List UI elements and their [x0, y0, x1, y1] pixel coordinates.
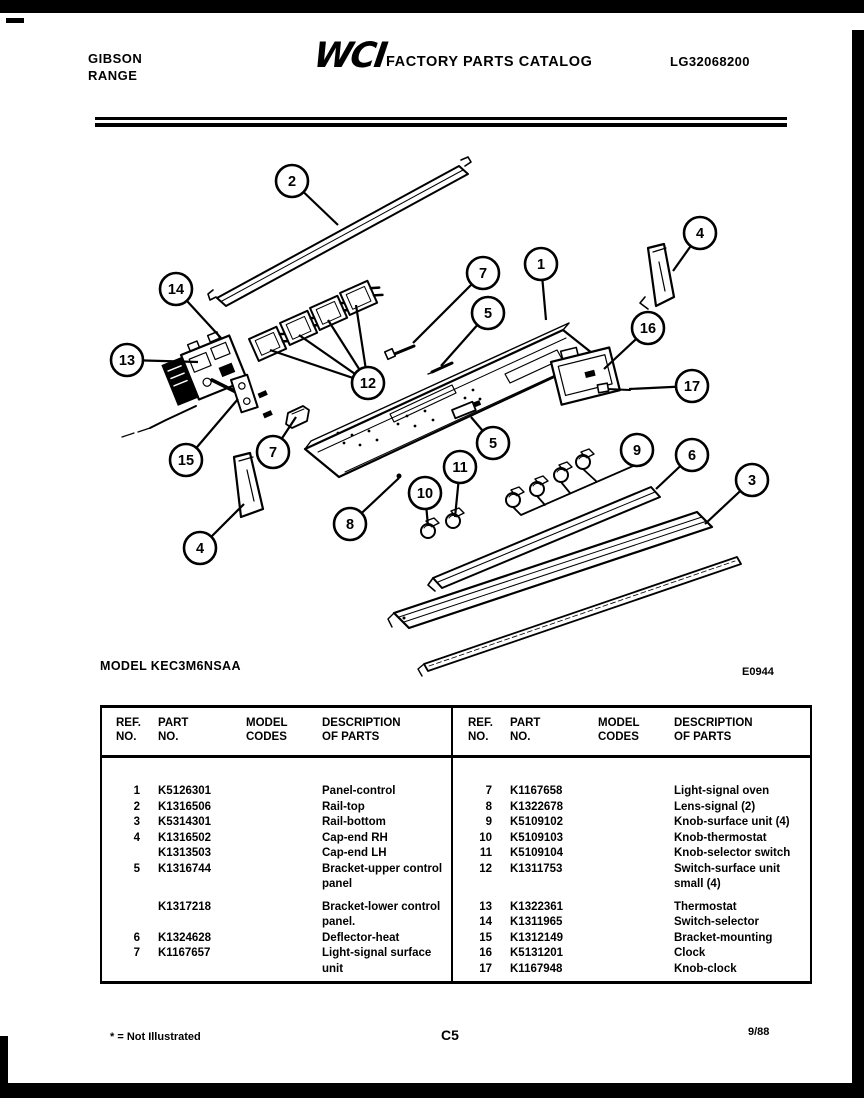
description-cell: Deflector-heat	[322, 931, 400, 944]
light-signal-screw-part	[385, 346, 414, 359]
bracket-rod-part	[428, 363, 452, 374]
table-row	[100, 862, 451, 893]
callout-5	[472, 297, 504, 329]
table-row	[100, 846, 451, 862]
description-cell: Light-signal surface unit	[322, 947, 432, 975]
table-row	[452, 784, 810, 800]
not-illustrated-note: * = Not Illustrated	[110, 1031, 201, 1043]
callout-number: 12	[359, 376, 377, 392]
ref-no-cell: 14	[479, 916, 492, 928]
description-cell: Light-signal oven	[674, 785, 770, 797]
table-header-rule	[100, 755, 812, 758]
table-row	[452, 900, 810, 916]
ref-no-cell: 2	[133, 800, 140, 813]
model-codes-cell	[250, 831, 322, 847]
description-cell: Knob-clock	[674, 962, 737, 975]
ref-no-cell: 7	[133, 947, 140, 959]
callout-9	[621, 434, 653, 466]
part-no-cell: K5109103	[510, 831, 564, 844]
callout-4	[684, 217, 716, 249]
model-codes-cell	[602, 862, 674, 893]
col-header-codes: MODEL CODES	[598, 717, 640, 743]
part-no-cell: K5126301	[158, 785, 212, 797]
ref-no-cell: 3	[133, 816, 140, 828]
table-row	[100, 784, 451, 800]
part-no-cell: K5109104	[510, 847, 564, 859]
model-codes-cell	[250, 846, 322, 862]
callout-number: 7	[268, 445, 278, 461]
part-no-cell: K1311753	[510, 862, 563, 875]
callout-number: 10	[416, 486, 434, 502]
parts-table	[100, 705, 812, 984]
col-header-part: PART NO.	[510, 717, 541, 743]
thermostat-part	[122, 328, 247, 437]
callout-number: 15	[177, 453, 195, 469]
callout-13	[111, 344, 143, 376]
table-row	[452, 946, 810, 962]
catalog-title: FACTORY PARTS CATALOG	[386, 54, 593, 70]
page-code: C5	[441, 1027, 459, 1043]
callout-number: 11	[452, 460, 468, 476]
callout-2	[276, 165, 308, 197]
col-header-ref: REF. NO.	[116, 717, 141, 743]
callout-4	[184, 532, 216, 564]
ref-no-cell: 9	[485, 816, 492, 828]
model-codes-cell	[250, 900, 322, 931]
part-no-cell: K1317218	[158, 900, 212, 913]
part-no-cell: K1311965	[510, 916, 563, 928]
description-cell: Lens-signal (2)	[674, 800, 756, 813]
ref-no-cell: 8	[485, 800, 492, 813]
ref-no-cell: 1	[133, 785, 140, 797]
cap-end-rh-part	[640, 244, 674, 309]
callout-17	[676, 370, 708, 402]
part-no-cell: K1316506	[158, 800, 212, 813]
callout-number: 3	[747, 473, 757, 489]
col-header-desc: DESCRIPTION OF PARTS	[674, 717, 753, 743]
description-cell: Cap-end LH	[322, 847, 387, 859]
description-cell: Knob-thermostat	[674, 831, 767, 844]
model-codes-cell	[602, 915, 674, 931]
ref-no-cell: 6	[133, 931, 140, 944]
model-codes-cell	[602, 831, 674, 847]
callout-number: 8	[345, 517, 355, 533]
parts-list-left	[100, 784, 451, 977]
model-codes-cell	[602, 784, 674, 800]
callout-number: 6	[687, 448, 697, 464]
part-no-cell: K5314301	[158, 816, 212, 828]
callout-8	[334, 508, 366, 540]
part-no-cell: K5131201	[510, 947, 564, 959]
callout-number: 13	[118, 353, 136, 369]
description-cell: Switch-surface unit small (4)	[674, 862, 781, 890]
table-row-gap	[452, 893, 810, 900]
table-border-right	[810, 708, 812, 981]
callout-number: 4	[695, 226, 705, 242]
table-row	[452, 815, 810, 831]
part-no-cell: K1312149	[510, 931, 564, 944]
table-row	[100, 946, 451, 977]
part-no-cell: K1322361	[510, 900, 564, 913]
description-cell: Knob-surface unit (4)	[674, 816, 790, 828]
brand-line-2: RANGE	[88, 68, 138, 83]
model-codes-cell	[250, 815, 322, 831]
model-codes-cell	[602, 946, 674, 962]
part-no-cell: K1167658	[510, 785, 563, 797]
callout-6	[676, 439, 708, 471]
description-cell: Rail-top	[322, 800, 365, 813]
callout-12	[352, 367, 384, 399]
callout-number: 1	[536, 257, 546, 273]
rail-top-part	[208, 157, 471, 306]
callout-number: 17	[683, 379, 701, 395]
screw-part	[397, 474, 402, 479]
col-header-desc: DESCRIPTION OF PARTS	[322, 717, 401, 743]
table-row	[100, 815, 451, 831]
parts-list-right	[452, 784, 810, 977]
col-header-part: PART NO.	[158, 717, 189, 743]
screw-part	[258, 390, 268, 398]
description-cell: Switch-selector	[674, 916, 759, 928]
table-row	[452, 800, 810, 816]
callout-5	[477, 427, 509, 459]
description-cell: Panel-control	[322, 785, 396, 797]
brand-line-1: GIBSON	[88, 51, 143, 66]
description-cell: Knob-selector switch	[674, 847, 791, 859]
ref-no-cell: 11	[479, 847, 492, 859]
part-no-cell: K1167948	[510, 962, 563, 975]
model-codes-cell	[602, 800, 674, 816]
model-codes-cell	[602, 815, 674, 831]
table-row	[452, 862, 810, 893]
part-no-cell: K1167657	[158, 947, 211, 959]
ref-no-cell: 17	[479, 962, 492, 975]
mounting-bracket-part	[231, 375, 258, 413]
ref-no-cell	[116, 846, 140, 862]
col-header-ref: REF. NO.	[468, 717, 493, 743]
callout-number: 9	[632, 443, 642, 459]
callout-14	[160, 273, 192, 305]
model-codes-cell	[250, 931, 322, 947]
callout-number: 4	[195, 541, 205, 557]
table-row	[100, 800, 451, 816]
ref-no-cell: 12	[479, 862, 492, 875]
callout-number: 2	[287, 174, 297, 190]
ref-no-cell: 15	[479, 931, 492, 944]
callout-7	[467, 257, 499, 289]
description-cell: Bracket-upper control panel	[322, 862, 443, 890]
callout-10	[409, 477, 441, 509]
callout-number: 7	[478, 266, 488, 282]
model-codes-cell	[602, 962, 674, 978]
table-row-gap	[100, 893, 451, 900]
part-no-cell: K1316744	[158, 862, 212, 875]
model-codes-cell	[602, 900, 674, 916]
part-no-cell: K1324628	[158, 931, 212, 944]
callout-16	[632, 312, 664, 344]
publication-number: LG32068200	[670, 54, 750, 69]
description-cell: Clock	[674, 947, 706, 959]
diagram-code: E0944	[742, 666, 774, 678]
model-codes-cell	[602, 931, 674, 947]
ref-no-cell: 4	[133, 831, 140, 844]
callout-15	[170, 444, 202, 476]
description-cell: Thermostat	[674, 900, 737, 913]
model-number: MODEL KEC3M6NSAA	[100, 659, 241, 673]
description-cell: Bracket-lower control panel.	[322, 900, 441, 928]
ref-no-cell: 10	[479, 831, 492, 844]
wci-logo: WCI	[311, 36, 389, 76]
table-row	[100, 831, 451, 847]
callout-11	[444, 451, 476, 483]
description-cell: Rail-bottom	[322, 816, 386, 828]
callout-7	[257, 436, 289, 468]
callout-1	[525, 248, 557, 280]
table-row	[452, 831, 810, 847]
table-row	[452, 915, 810, 931]
model-codes-cell	[250, 946, 322, 977]
screw-part	[263, 410, 273, 418]
date-code: 9/88	[748, 1026, 770, 1038]
callout-number: 16	[639, 321, 657, 337]
ref-no-cell: 5	[133, 862, 140, 875]
callout-3	[736, 464, 768, 496]
callout-number: 5	[483, 306, 493, 322]
model-codes-cell	[602, 846, 674, 862]
table-row	[100, 900, 451, 931]
description-cell: Bracket-mounting	[674, 931, 773, 944]
part-no-cell: K1313503	[158, 847, 212, 859]
callout-number: 5	[488, 436, 498, 452]
model-codes-cell	[250, 784, 322, 800]
light-signal-surface-part	[286, 406, 309, 428]
cap-end-lh-part	[234, 453, 263, 517]
part-no-cell: K5109102	[510, 816, 564, 828]
ref-no-cell: 7	[485, 785, 492, 797]
col-header-codes: MODEL CODES	[246, 717, 288, 743]
part-no-cell: K1316502	[158, 831, 212, 844]
table-row	[100, 931, 451, 947]
table-row	[452, 962, 810, 978]
ref-no-cell: 13	[479, 900, 492, 913]
table-row	[452, 846, 810, 862]
part-no-cell: K1322678	[510, 800, 564, 813]
model-codes-cell	[250, 800, 322, 816]
description-cell: Cap-end RH	[322, 831, 388, 844]
model-codes-cell	[250, 862, 322, 893]
ref-no-cell	[116, 900, 140, 931]
ref-no-cell: 16	[479, 947, 492, 959]
callout-number: 14	[167, 282, 185, 298]
table-row	[452, 931, 810, 947]
